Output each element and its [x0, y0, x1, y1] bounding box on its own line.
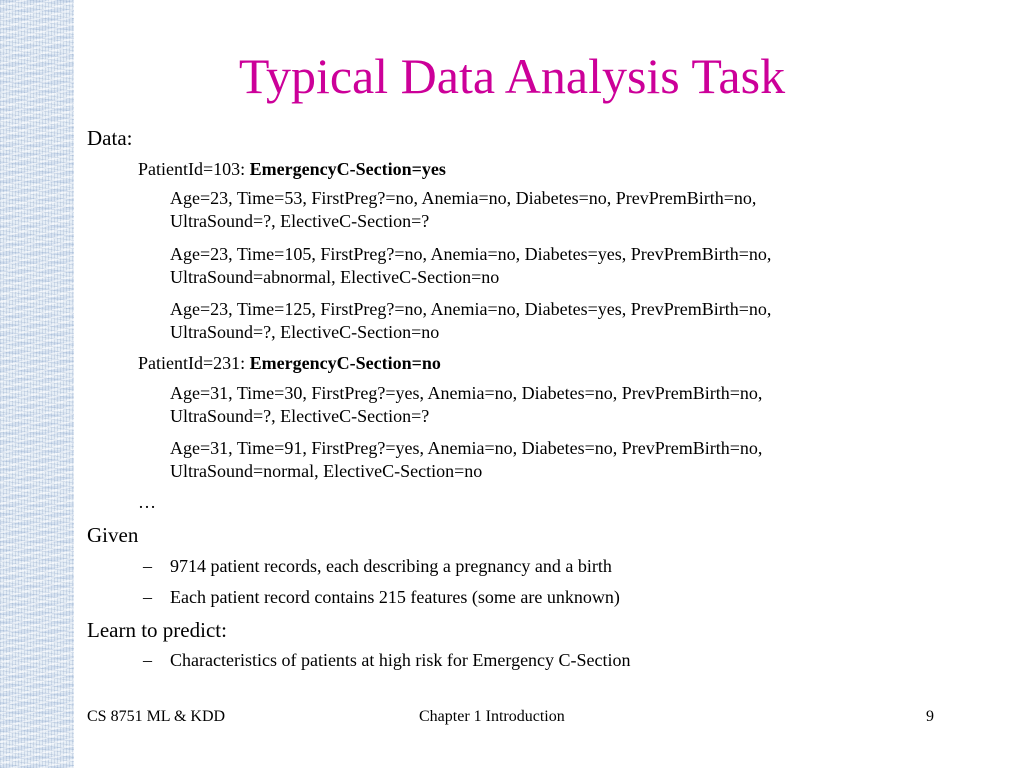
given-heading: Given [87, 523, 139, 547]
patient-header [138, 353, 441, 374]
slide-title: Typical Data Analysis Task [238, 48, 786, 104]
record-line: UltraSound=?, ElectiveC-Section=no [170, 322, 440, 342]
patient-id-label: PatientId=231: [138, 353, 246, 373]
footer-chapter: Chapter 1 Introduction [419, 708, 565, 725]
data-heading: Data: [87, 126, 133, 150]
learn-item: Characteristics of patients at high risk for Emergency C-Section [170, 650, 631, 670]
record-line: UltraSound=normal, ElectiveC-Section=no [170, 461, 483, 481]
record-line: Age=23, Time=53, FirstPreg?=no, Anemia=no, Diabetes=no, PrevPremBirth=no, [170, 188, 757, 208]
record-line: Age=31, Time=91, FirstPreg?=yes, Anemia=no, Diabetes=no, PrevPremBirth=no, [170, 438, 763, 458]
record-line: Age=23, Time=125, FirstPreg?=no, Anemia=no, Diabetes=yes, PrevPremBirth=no, [170, 299, 772, 319]
learn-heading: Learn to predict: [87, 618, 227, 642]
bullet-dash: – [143, 650, 152, 670]
record-line: UltraSound=abnormal, ElectiveC-Section=no [170, 267, 500, 287]
patient-header [138, 159, 446, 180]
patient-outcome: EmergencyC-Section=yes [249, 159, 446, 179]
footer-course: CS 8751 ML & KDD [87, 708, 226, 725]
patient-outcome: EmergencyC-Section=no [249, 353, 441, 373]
patient-id-label: PatientId=103: [138, 159, 246, 179]
record-line: UltraSound=?, ElectiveC-Section=? [170, 406, 430, 426]
bullet-dash: – [143, 587, 152, 607]
given-item: Each patient record contains 215 features (some are unknown) [170, 587, 620, 607]
patient-record [170, 298, 771, 344]
given-item: 9714 patient records, each describing a pregnancy and a birth [170, 556, 612, 576]
record-line: Age=31, Time=30, FirstPreg?=yes, Anemia=no, Diabetes=no, PrevPremBirth=no, [170, 383, 763, 403]
patient-record [170, 187, 756, 233]
record-line: UltraSound=?, ElectiveC-Section=? [170, 211, 430, 231]
ellipsis: … [138, 492, 156, 512]
patient-record [170, 243, 771, 289]
record-line: Age=23, Time=105, FirstPreg?=no, Anemia=no, Diabetes=yes, PrevPremBirth=no, [170, 244, 772, 264]
patient-record [170, 382, 762, 428]
patient-record [170, 437, 762, 483]
footer-page-number: 9 [926, 708, 934, 725]
bullet-dash: – [143, 556, 152, 576]
